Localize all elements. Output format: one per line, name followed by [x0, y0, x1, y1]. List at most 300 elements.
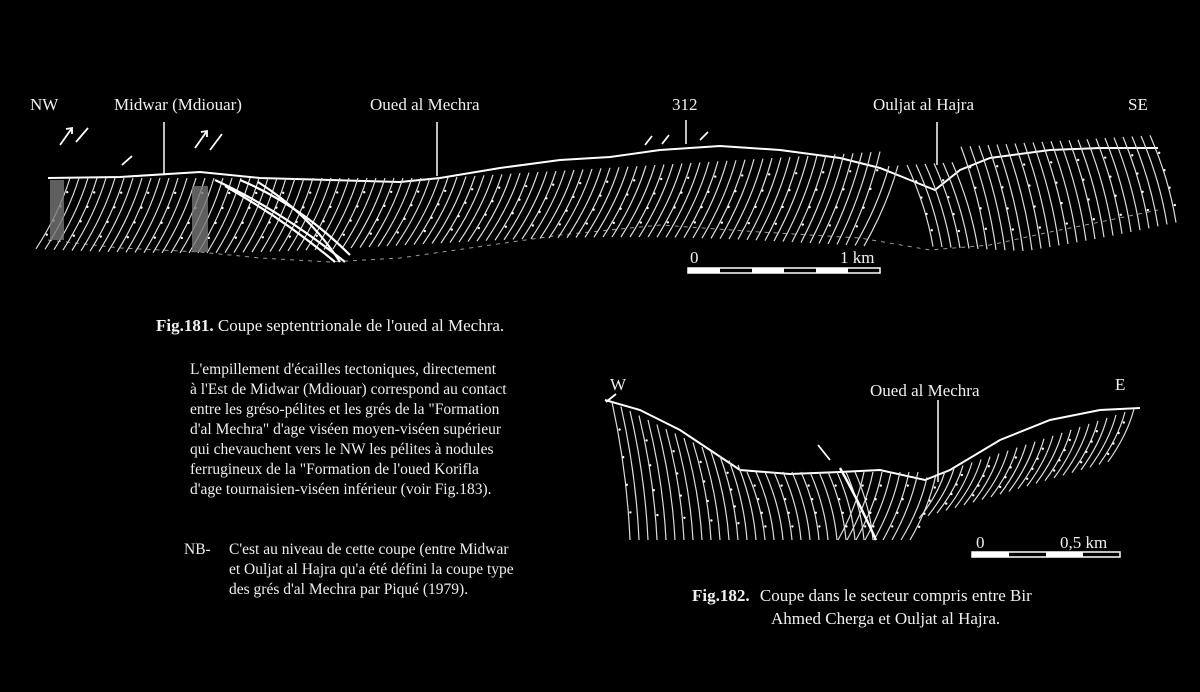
sandstone-dot [988, 465, 990, 467]
sandstone-dot [559, 223, 561, 225]
sandstone-dot [181, 237, 183, 239]
sandstone-dot [1009, 466, 1011, 468]
sandstone-dot [599, 194, 601, 196]
sandstone-dot [579, 182, 581, 184]
sandstone-dot [699, 461, 701, 463]
sandstone-dot [93, 191, 95, 193]
label-nw: NW [30, 95, 59, 114]
stratum-line [874, 472, 900, 540]
sandstone-dot [979, 207, 981, 209]
stratum-line [892, 472, 918, 540]
sandstone-dot [1096, 430, 1098, 432]
sandstone-dot [397, 231, 399, 233]
stratum-line [925, 164, 951, 248]
sandstone-dot [160, 222, 162, 224]
sandstone-dot [808, 206, 810, 208]
sandstone-dot [336, 191, 338, 193]
stratum-line [1078, 140, 1104, 238]
stratum-line [1108, 409, 1134, 462]
sandstone-dot [1066, 222, 1068, 224]
sandstone-dot [491, 200, 493, 202]
label-oued-al-mechra-182: Oued al Mechra [870, 381, 980, 400]
sandstone-dot [619, 208, 621, 210]
sandstone-dot [865, 498, 867, 500]
sandstone-dot [289, 235, 291, 237]
sandstone-dot [1107, 453, 1109, 455]
sandstone-dot [672, 450, 674, 452]
sandstone-dot [1028, 184, 1030, 186]
sandstone-dot [781, 206, 783, 208]
sandstone-dot [214, 222, 216, 224]
sandstone-dot [187, 222, 189, 224]
sandstone-dot [1117, 432, 1119, 434]
sandstone-dot [862, 206, 864, 208]
sandstone-dot [106, 221, 108, 223]
fig182-caption [692, 584, 1032, 630]
stratum-line [693, 443, 711, 541]
sandstone-dot [721, 221, 723, 223]
sandstone-dot [869, 188, 871, 190]
sandstone-dot [127, 236, 129, 238]
sandstone-dot [618, 428, 620, 430]
sandstone-dot [1031, 468, 1033, 470]
sandstone-dot [622, 456, 624, 458]
description-line: qui chevauchent vers le NW les pélites à nodules [190, 441, 494, 458]
stratum-line [1042, 142, 1068, 244]
stratum-line [907, 165, 933, 247]
sandstone-dot [1033, 205, 1035, 207]
nb-paragraph [229, 540, 514, 600]
sandstone-dot [133, 221, 135, 223]
sandstone-dot [518, 198, 520, 200]
sandstone-dot [788, 512, 790, 514]
sandstone-dot [1131, 154, 1133, 156]
label-se: SE [1128, 95, 1148, 114]
sandstone-dot [1085, 451, 1087, 453]
sandstone-dot [633, 179, 635, 181]
sandstone-dot [295, 221, 297, 223]
sandstone-dot [1158, 152, 1160, 154]
sandstone-dot [1050, 161, 1052, 163]
nb-line: C'est au niveau de cette coupe (entre Midwar [229, 541, 509, 558]
sandstone-dot [727, 206, 729, 208]
sandstone-dot [1001, 186, 1003, 188]
sandstone-dot [811, 498, 813, 500]
sandstone-dot [255, 192, 257, 194]
stratum-line [865, 472, 891, 540]
fig181-caption [156, 316, 504, 336]
fig181-sandstone-dots [46, 152, 1176, 240]
sandstone-dot [66, 191, 68, 193]
sandstone-dot [761, 512, 763, 514]
stratum-line [1123, 137, 1149, 228]
fig182-title-1: Coupe dans le secteur compris entre Bir [759, 586, 1032, 605]
sandstone-dot [788, 189, 790, 191]
fig181-thrust-arrows [60, 128, 708, 165]
sandstone-dot [532, 224, 534, 226]
stratum-line [702, 447, 720, 540]
nb-line: des grés d'al Mechra par Piqué (1979). [229, 581, 469, 598]
sandstone-dot [931, 229, 933, 231]
sandstone-dot [1090, 440, 1092, 442]
sandstone-dot [656, 514, 658, 516]
sandstone-dot [649, 464, 651, 466]
description-line: d'al Mechra" d'age viséen moyen-viséen supérieur [190, 421, 502, 438]
sandstone-dot [1112, 442, 1114, 444]
sandstone-dot [1069, 439, 1071, 441]
description-paragraph [190, 360, 507, 500]
sandstone-dot [945, 502, 947, 504]
stratum-line [864, 166, 898, 247]
sandstone-dot [403, 218, 405, 220]
sandstone-dot [907, 484, 909, 486]
sandstone-dot [1015, 456, 1017, 458]
sandstone-dot [982, 475, 984, 477]
stratum-line [648, 420, 666, 540]
sandstone-dot [687, 177, 689, 179]
sandstone-dot [1063, 449, 1065, 451]
sandstone-dot [626, 484, 628, 486]
sandstone-dot [464, 202, 466, 204]
description-line: à l'Est de Midwar (Mdiouar) correspond au contact [190, 381, 507, 398]
sandstone-dot [707, 500, 709, 502]
description-line: L'empillement d'écailles tectoniques, directement [190, 361, 496, 378]
sandstone-dot [972, 494, 974, 496]
sandstone-dot [1114, 195, 1116, 197]
sandstone-dot [707, 191, 709, 193]
fig182-thrust-arrows [606, 394, 830, 460]
sandstone-dot [1087, 198, 1089, 200]
sandstone-dot [999, 486, 1001, 488]
sandstone-dot [640, 221, 642, 223]
sandstone-dot [757, 498, 759, 500]
stratum-line [1024, 143, 1050, 247]
sandstone-dot [754, 206, 756, 208]
sandstone-dot [1136, 172, 1138, 174]
sandstone-dot [822, 171, 824, 173]
sandstone-dot [275, 206, 277, 208]
stratum-line [720, 456, 738, 540]
sandstone-dot [1042, 448, 1044, 450]
sandstone-dot [322, 220, 324, 222]
stratum-line [747, 472, 765, 540]
sandstone-dot [683, 517, 685, 519]
sandstone-dot [741, 174, 743, 176]
sandstone-dot [424, 230, 426, 232]
sandstone-dot [444, 190, 446, 192]
fig182-number: Fig.182. [692, 586, 750, 605]
sandstone-dot [880, 484, 882, 486]
label-312: 312 [672, 95, 698, 114]
sandstone-dot [918, 526, 920, 528]
sandstone-dot [958, 230, 960, 232]
sandstone-dot [676, 472, 678, 474]
sandstone-dot [961, 474, 963, 476]
sandstone-dot [795, 172, 797, 174]
label-e: E [1115, 375, 1126, 394]
sandstone-dot [923, 513, 925, 515]
sandstone-dot [606, 181, 608, 183]
sandstone-dot [1060, 202, 1062, 204]
sandstone-dot [891, 525, 893, 527]
label-midwar: Midwar (Mdiouar) [114, 95, 242, 114]
sandstone-dot [505, 226, 507, 228]
sandstone-dot [120, 191, 122, 193]
sandstone-dot [874, 498, 876, 500]
sandstone-dot [714, 175, 716, 177]
sandstone-dot [235, 237, 237, 239]
sandstone-dot [802, 223, 804, 225]
sandstone-dot [383, 205, 385, 207]
sandstone-dot [1004, 476, 1006, 478]
description-line: entre les gréso-pélites et les grés de la "Formation [190, 401, 500, 418]
stratum-line [1015, 144, 1041, 249]
sandstone-dot [437, 203, 439, 205]
sandstone-dot [864, 525, 866, 527]
scale-182-start: 0 [976, 533, 985, 552]
sandstone-dot [586, 222, 588, 224]
sandstone-dot [154, 237, 156, 239]
sandstone-dot [726, 472, 728, 474]
stratum-line [738, 465, 756, 540]
nb-line: et Ouljat al Hajra qu'a été défini la coupe type [229, 561, 514, 578]
sandstone-dot [761, 189, 763, 191]
sandstone-dot [390, 191, 392, 193]
sandstone-dot [985, 228, 987, 230]
stratum-line [883, 472, 909, 540]
stratum-line [657, 425, 675, 541]
sandstone-dot [1174, 204, 1176, 206]
sandstone-dot [660, 178, 662, 180]
sandstone-dot [653, 489, 655, 491]
sandstone-dot [626, 193, 628, 195]
sandstone-dot [1104, 156, 1106, 158]
scale-181-end: 1 km [840, 248, 875, 267]
sandstone-dot [1055, 182, 1057, 184]
sandstone-dot [768, 173, 770, 175]
sandstone-dot [1109, 176, 1111, 178]
stratum-line [1051, 141, 1077, 242]
sandstone-dot [100, 235, 102, 237]
fig181-number: Fig.181. [156, 316, 214, 335]
sandstone-dot [268, 221, 270, 223]
sandstone-dot [703, 480, 705, 482]
sandstone-dot [710, 519, 712, 521]
sandstone-dot [645, 439, 647, 441]
sandstone-dot [680, 191, 682, 193]
sandstone-dot [920, 196, 922, 198]
sandstone-dot [952, 213, 954, 215]
sandstone-dot [764, 525, 766, 527]
sandstone-dot [680, 494, 682, 496]
sandstone-dot [925, 213, 927, 215]
sandstone-dot [376, 219, 378, 221]
stratum-line [943, 163, 969, 249]
sandstone-dot [784, 498, 786, 500]
sandstone-dot [845, 525, 847, 527]
stratum-line [934, 163, 960, 248]
sandstone-dot [46, 233, 48, 235]
sandstone-dot [1093, 218, 1095, 220]
sandstone-dot [525, 185, 527, 187]
sandstone-dot [780, 484, 782, 486]
sandstone-dot [1163, 169, 1165, 171]
sandstone-dot [748, 222, 750, 224]
sandstone-dot [775, 223, 777, 225]
stratum-line [675, 434, 693, 541]
sandstone-dot [861, 484, 863, 486]
sandstone-dot [228, 192, 230, 194]
sandstone-dot [849, 170, 851, 172]
sandstone-dot [86, 206, 88, 208]
sandstone-dot [818, 525, 820, 527]
sandstone-dot [942, 179, 944, 181]
sandstone-dot [1120, 214, 1122, 216]
sandstone-dot [329, 206, 331, 208]
sandstone-dot [1058, 459, 1060, 461]
sandstone-dot [730, 488, 732, 490]
sandstone-dot [1123, 421, 1125, 423]
sandstone-dot [835, 206, 837, 208]
sandstone-dot [969, 166, 971, 168]
sandstone-dot [241, 222, 243, 224]
sandstone-dot [977, 484, 979, 486]
sandstone-dot [1168, 186, 1170, 188]
sandstone-dot [934, 486, 936, 488]
description-line: d'age tournaisien-viséen inférieur (voir Fig.183). [190, 481, 492, 498]
stratum-line [952, 162, 978, 249]
sandstone-dot [498, 187, 500, 189]
fig181-fault-zone-2 [192, 186, 208, 252]
sandstone-dot [842, 512, 844, 514]
sandstone-dot [1082, 179, 1084, 181]
sandstone-dot [915, 180, 917, 182]
sandstone-dot [737, 522, 739, 524]
sandstone-dot [928, 499, 930, 501]
stratum-line [961, 147, 987, 250]
fig181-fault-zone-1 [50, 180, 64, 240]
sandstone-dot [302, 206, 304, 208]
sandstone-dot [316, 235, 318, 237]
sandstone-dot [545, 197, 547, 199]
sandstone-dot [791, 525, 793, 527]
stratum-line [910, 474, 936, 540]
sandstone-dot [629, 511, 631, 513]
sandstone-dot [1039, 226, 1041, 228]
stratum-line [612, 402, 630, 540]
label-oued-al-mechra: Oued al Mechra [370, 95, 480, 114]
sandstone-dot [417, 190, 419, 192]
sandstone-dot [1006, 207, 1008, 209]
sandstone-dot [1077, 159, 1079, 161]
sandstone-dot [869, 512, 871, 514]
sandstone-dot [356, 205, 358, 207]
sandstone-dot [538, 211, 540, 213]
sandstone-dot [73, 234, 75, 236]
sandstone-dot [484, 213, 486, 215]
sandstone-dot [646, 207, 648, 209]
stratum-line [666, 429, 684, 540]
sandstone-dot [1036, 458, 1038, 460]
sandstone-dot [248, 207, 250, 209]
sandstone-dot [343, 234, 345, 236]
sandstone-dot [140, 206, 142, 208]
label-ouljat-al-hajra: Ouljat al Hajra [873, 95, 975, 114]
sandstone-dot [451, 228, 453, 230]
stratum-line [1087, 139, 1113, 235]
sandstone-dot [363, 191, 365, 193]
stratum-line [1105, 138, 1131, 232]
stratum-line [639, 416, 657, 541]
sandstone-dot [282, 192, 284, 194]
sandstone-dot [457, 215, 459, 217]
sandstone-dot [838, 498, 840, 500]
sandstone-dot [262, 236, 264, 238]
sandstone-dot [815, 189, 817, 191]
sandstone-dot [950, 493, 952, 495]
stratum-line [684, 438, 702, 540]
sandstone-dot [79, 220, 81, 222]
sandstone-dot [309, 191, 311, 193]
sandstone-dot [872, 525, 874, 527]
sandstone-dot [653, 192, 655, 194]
sandstone-dot [1023, 163, 1025, 165]
sandstone-dot [147, 192, 149, 194]
sandstone-dot [174, 192, 176, 194]
sandstone-dot [1141, 191, 1143, 193]
stratum-line [711, 452, 729, 541]
sandstone-dot [565, 209, 567, 211]
fig182-caption-line-1 [692, 584, 1032, 607]
stratum-line [1141, 136, 1167, 225]
nb-label: NB- [184, 541, 211, 558]
sandstone-dot [1147, 209, 1149, 211]
stratum-line [1006, 144, 1032, 250]
sandstone-dot [1012, 228, 1014, 230]
sandstone-dot [430, 217, 432, 219]
sandstone-dot [829, 224, 831, 226]
sandstone-dot [896, 512, 898, 514]
sandstone-dot [572, 196, 574, 198]
sandstone-dot [974, 187, 976, 189]
scale-181-start: 0 [690, 248, 699, 267]
sandstone-dot [815, 512, 817, 514]
sandstone-dot [842, 188, 844, 190]
sandstone-dot [901, 498, 903, 500]
sandstone-dot [221, 207, 223, 209]
fig181-title: Coupe septentrionale de l'oued al Mechra. [217, 316, 505, 335]
sandstone-dot [613, 222, 615, 224]
fig181-scale-bar [688, 268, 880, 273]
sandstone-dot [370, 232, 372, 234]
sandstone-dot [1080, 461, 1082, 463]
sandstone-dot [700, 206, 702, 208]
stratum-line [729, 461, 747, 541]
sandstone-dot [947, 196, 949, 198]
sandstone-dot [834, 484, 836, 486]
sandstone-dot [1053, 469, 1055, 471]
sandstone-dot [996, 165, 998, 167]
sandstone-dot [113, 206, 115, 208]
stratum-line [1033, 142, 1059, 245]
label-w: W [610, 375, 627, 394]
description-line: ferrugineux de la "Formation de l'oued Korifla [190, 461, 479, 478]
sandstone-dot [1026, 478, 1028, 480]
sandstone-dot [955, 483, 957, 485]
sandstone-dot [753, 484, 755, 486]
sandstone-dot [807, 484, 809, 486]
sandstone-dot [876, 169, 878, 171]
